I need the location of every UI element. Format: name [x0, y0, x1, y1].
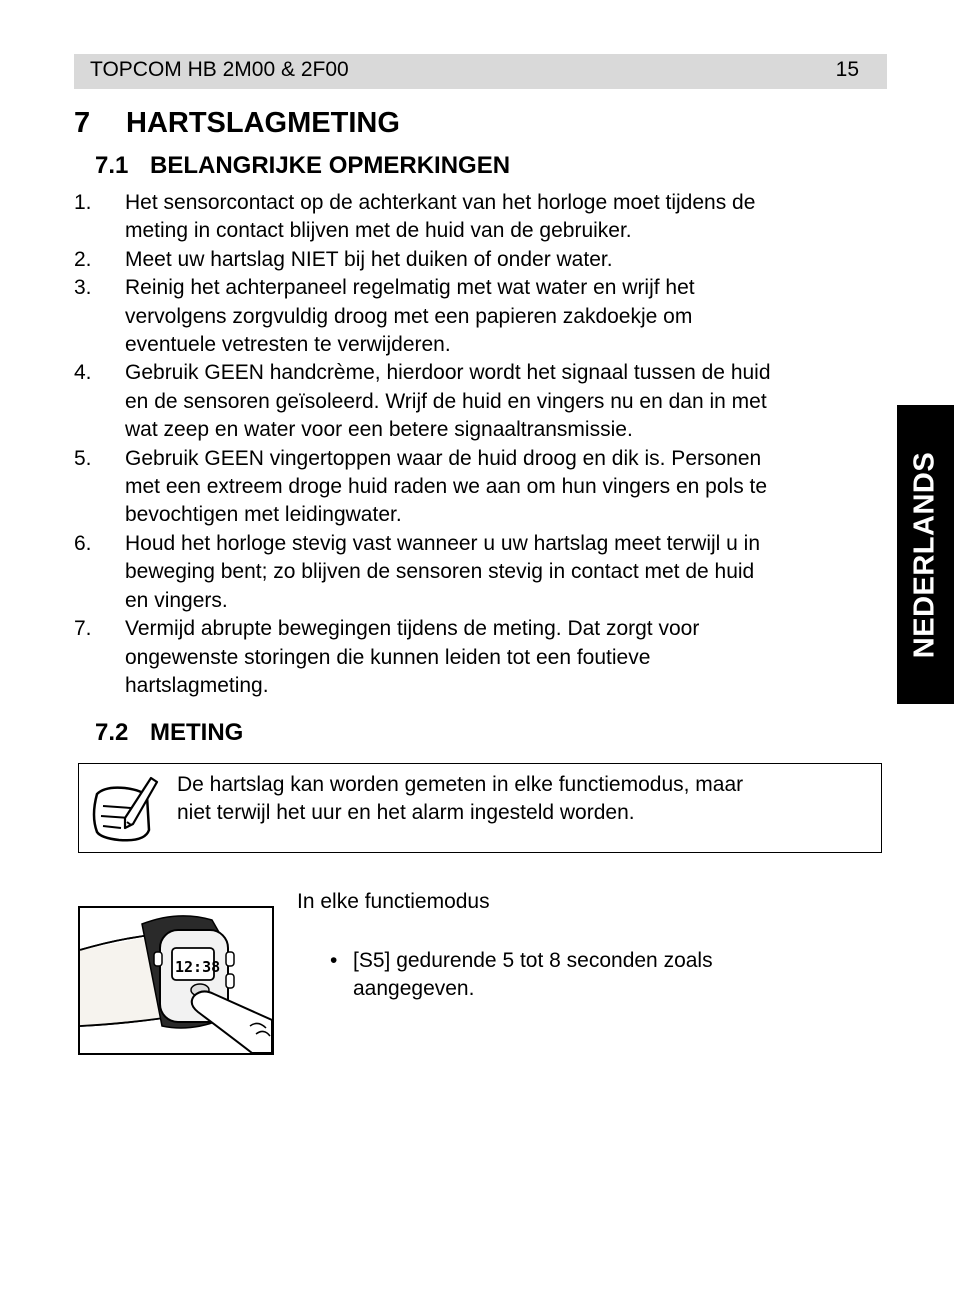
section-title: METING	[150, 719, 244, 746]
page-header	[74, 54, 887, 89]
item-line: met een extreem droge huid raden we aan om hun vingers en pols te	[125, 475, 768, 499]
item-line: en vingers.	[125, 588, 228, 612]
item-line: bevochtigen met leidingwater.	[125, 503, 402, 527]
section-title: BELANGRIJKE OPMERKINGEN	[150, 152, 511, 179]
remarks-list	[74, 189, 884, 700]
note-line: De hartslag kan worden gemeten in elke functiemodus, maar	[177, 773, 744, 796]
item-line: meting in contact blijven met de huid van de gebruiker.	[125, 219, 632, 243]
item-line: Het sensorcontact op de achterkant van het horloge moet tijdens de	[125, 191, 756, 214]
list-item	[330, 947, 830, 1004]
note-pencil-icon	[89, 772, 159, 844]
list-item	[74, 530, 884, 615]
item-number: 7.	[74, 617, 92, 641]
chapter-heading	[74, 107, 400, 140]
instruction-line: aangegeven.	[353, 977, 475, 1001]
item-line: en de sensoren geïsoleerd. Wrijf de huid en vingers nu en dan in met	[125, 389, 767, 413]
item-line: beweging bent; zo blijven de sensoren stevig in contact met de huid	[125, 560, 755, 584]
language-tab	[897, 405, 954, 704]
watch-illustration	[78, 906, 274, 1055]
note-text	[177, 771, 867, 828]
note-line: niet terwijl het uur en het alarm ingesteld worden.	[177, 801, 635, 825]
instruction-list	[330, 947, 830, 1004]
instruction-line: [S5] gedurende 5 tot 8 seconden zoals	[353, 949, 713, 972]
watch-display-text: 12:38	[175, 958, 221, 976]
item-line: Meet uw hartslag NIET bij het duiken of onder water.	[125, 247, 613, 271]
item-line: ongewenste storingen die kunnen leiden tot een foutieve	[125, 645, 651, 669]
item-line: Gebruik GEEN handcrème, hierdoor wordt het signaal tussen de huid	[125, 361, 771, 385]
item-number: 2.	[74, 247, 92, 271]
item-line: eventuele vetresten te verwijderen.	[125, 333, 451, 357]
item-number: 6.	[74, 531, 92, 555]
item-number: 5.	[74, 446, 92, 470]
language-label: NEDERLANDS	[908, 451, 941, 659]
item-number: 4.	[74, 361, 92, 385]
item-line: Vermijd abrupte bewegingen tijdens de meting. Dat zorgt voor	[125, 617, 700, 641]
page-number: 15	[835, 58, 859, 81]
bullet-icon: •	[330, 949, 338, 972]
list-item	[74, 189, 884, 246]
item-line: hartslagmeting.	[125, 673, 269, 697]
item-number: 1.	[74, 191, 92, 214]
section-number: 7.2	[95, 719, 129, 746]
note-box	[78, 763, 882, 853]
list-item	[74, 359, 884, 444]
item-line: wat zeep en water voor een betere signaaltransmissie.	[125, 418, 633, 442]
section-heading-7-2	[95, 719, 243, 747]
chapter-title: HARTSLAGMETING	[126, 107, 400, 139]
list-item	[74, 274, 884, 359]
list-item	[74, 246, 884, 274]
chapter-number: 7	[74, 107, 91, 139]
item-line: Reinig het achterpaneel regelmatig met wat water en wrijf het	[125, 276, 695, 300]
list-item	[74, 445, 884, 530]
header-title: TOPCOM HB 2M00 & 2F00	[90, 58, 349, 81]
mode-text: In elke functiemodus	[297, 890, 490, 913]
item-number: 3.	[74, 276, 92, 300]
item-line: Gebruik GEEN vingertoppen waar de huid droog en dik is. Personen	[125, 446, 762, 470]
list-item	[74, 615, 884, 700]
item-line: Houd het horloge stevig vast wanneer u uw hartslag meet terwijl u in	[125, 531, 761, 555]
section-number: 7.1	[95, 152, 129, 179]
wrist-watch-drawing	[80, 908, 272, 1053]
item-line: vervolgens zorgvuldig droog met een papieren zakdoekje om	[125, 304, 693, 328]
section-heading-7-1	[95, 152, 510, 180]
